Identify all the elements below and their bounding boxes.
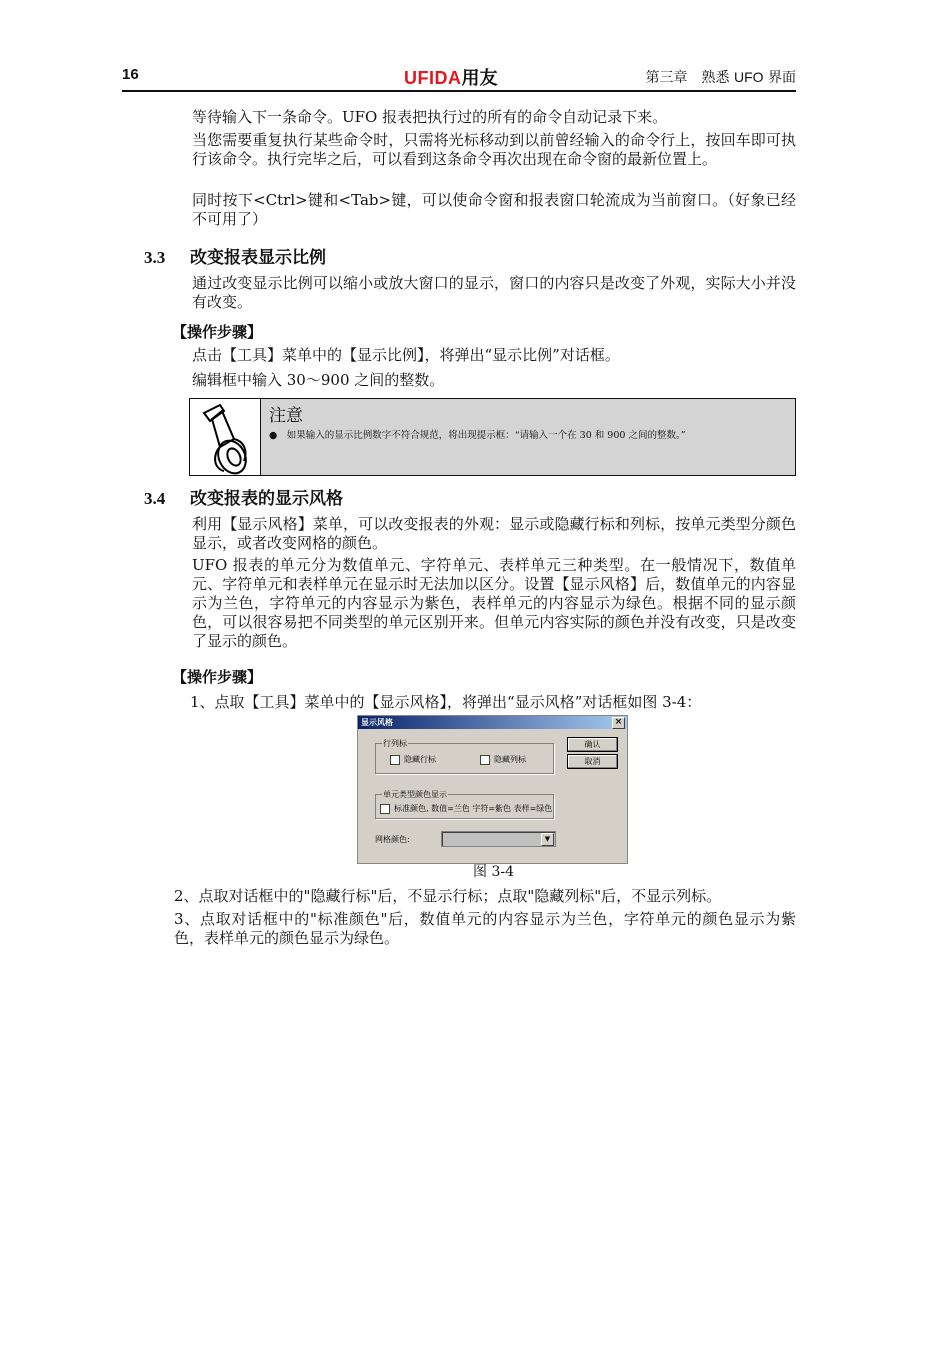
group-label: 行列标 (383, 739, 407, 748)
dialog-titlebar (358, 716, 627, 729)
display-style-dialog (357, 715, 628, 864)
step-text: 点击【工具】菜单中的【显示比例】，将弹出“显示比例”对话框。 (192, 346, 620, 364)
logo-en: UFIDA (404, 68, 462, 88)
note-title: 注意 (269, 406, 303, 426)
checkbox-label: 隐藏列标 (494, 755, 526, 764)
cell-type-color-group (375, 790, 554, 819)
steps-label: 【操作步骤】 (172, 323, 263, 341)
ok-button[interactable]: 确认 (567, 737, 618, 752)
note-item: ● 如果输入的显示比例数字不符合规范，将出现提示框：“请输入一个在 30 和 900 之间的整数。” (269, 430, 686, 441)
section-3-4-heading (144, 484, 343, 509)
intro-paragraph-3: 同时按下<Ctrl>键和<Tab>键，可以使命令窗和报表窗口轮流成为当前窗口。（好象已经不可用了） (192, 191, 796, 228)
step-text: 1、点取【工具】菜单中的【显示风格】，将弹出“显示风格”对话框如图 3-4： (190, 693, 702, 711)
standard-color-checkbox[interactable] (380, 803, 552, 814)
checkbox-box (480, 755, 490, 765)
chapter-suffix: 界面 (768, 70, 796, 86)
logo-zh: 用友 (461, 68, 498, 89)
section-3-3-heading (144, 243, 326, 268)
figure-caption: 图 3-4 (473, 864, 514, 880)
hide-col-checkbox[interactable] (480, 754, 526, 765)
page-header (122, 66, 796, 92)
ufida-logo (404, 64, 498, 90)
intro-paragraph-1: 等待输入下一条命令。UFO 报表把执行过的所有的命令自动记录下来。 (192, 108, 668, 126)
section-title: 改变报表的显示风格 (190, 489, 343, 509)
checkbox-box (390, 755, 400, 765)
checkbox-label: 标准颜色, 数值=兰色 字符=紫色 表样=绿色 (394, 804, 553, 813)
section-title: 改变报表显示比例 (190, 248, 326, 268)
chapter-prefix: 第三章 熟悉 (645, 70, 730, 86)
dialog-title: 显示风格 (361, 718, 393, 727)
step-text: 2、点取对话框中的"隐藏行标"后，不显示行标；点取"隐藏列标"后，不显示列标。 (174, 887, 722, 905)
chapter-title (646, 67, 796, 87)
chevron-down-icon[interactable]: ▼ (541, 833, 554, 846)
note-body (261, 399, 795, 475)
step-text: 编辑框中输入 30～900 之间的整数。 (192, 371, 445, 389)
group-label: 单元类型颜色显示 (383, 790, 447, 799)
page-number: 16 (122, 66, 139, 83)
section-number: 3.4 (144, 489, 166, 508)
section-3-3-paragraph: 通过改变显示比例可以缩小或放大窗口的显示，窗口的内容只是改变了外观，实际大小并没有改变。 (192, 274, 796, 311)
grid-color-label: 网格颜色: (375, 835, 410, 844)
intro-paragraph-2: 当您需要重复执行某些命令时，只需将光标移动到以前曾经输入的命令行上，按回车即可执行该命令。执行完毕之后，可以看到这条命令再次出现在命令窗的最新位置上。 (192, 131, 796, 168)
close-icon[interactable]: × (612, 717, 625, 729)
section-3-4-paragraph-2: UFO 报表的单元分为数值单元、字符单元、表样单元三种类型。在一般情况下，数值单元、字符单元和表样单元在显示时无法加以区分。设置【显示风格】后，数值单元的内容显示为兰色，字符单元的内容显示为紫色，表样单元的内容显示为绿色。根据不同的显示颜色，可以很容易把不同类型的单元区别开来。但单元内容实际的颜色并没有改变，只是改变了显示的颜色。 (192, 556, 796, 650)
section-3-4-paragraph-1: 利用【显示风格】菜单，可以改变报表的外观：显示或隐藏行标和列标，按单元类型分颜色显示，或者改变网格的颜色。 (192, 515, 796, 552)
note-box (189, 398, 796, 476)
grid-color-select[interactable] (441, 831, 556, 847)
cancel-button[interactable]: 取消 (567, 754, 618, 769)
checkbox-box (380, 804, 390, 814)
chapter-ufo: UFO (733, 69, 764, 85)
checkbox-label: 隐藏行标 (404, 755, 436, 764)
row-col-group (375, 739, 554, 774)
megaphone-icon (190, 399, 261, 475)
hide-row-checkbox[interactable] (390, 754, 436, 765)
step-text: 3、点取对话框中的"标准颜色"后，数值单元的内容显示为兰色，字符单元的颜色显示为紫色，表样单元的颜色显示为绿色。 (174, 910, 796, 947)
section-number: 3.3 (144, 248, 166, 267)
steps-label: 【操作步骤】 (172, 668, 263, 686)
